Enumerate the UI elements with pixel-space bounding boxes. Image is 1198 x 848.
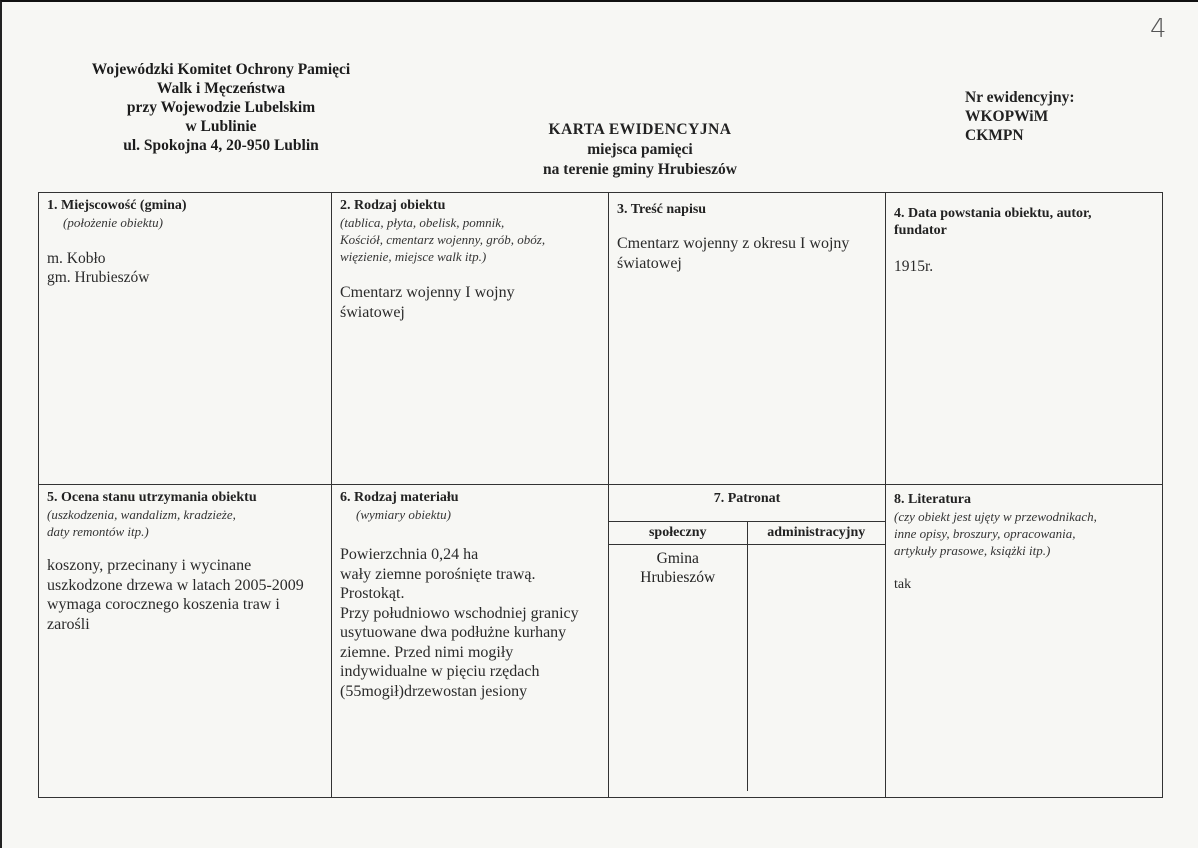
field-hint: (tablica, płyta, obelisk, pomnik,	[340, 215, 505, 230]
patron-social-value	[609, 545, 747, 792]
org-line: przy Wojewodzie Lubelskim	[126, 99, 316, 116]
field-label: 5. Ocena stanu utrzymania obiektu	[47, 490, 257, 505]
value-line: Cmentarz wojenny I wojny	[340, 284, 515, 301]
field-hint: artykuły prasowe, książki itp.)	[894, 543, 1051, 558]
field-location	[39, 193, 332, 485]
org-line: w Lublinie	[185, 118, 257, 135]
field-patronage	[609, 485, 886, 798]
value-line: (55mogił)drzewostan jesiony	[340, 682, 528, 700]
value-line: m. Kobło	[47, 250, 106, 267]
value-line: Powierzchnia 0,24 ha	[340, 546, 479, 563]
registration-line3: CKMPN	[965, 127, 1024, 144]
field-material	[332, 485, 609, 798]
value-line: gm. Hrubieszów	[47, 269, 150, 286]
patron-admin-value	[747, 545, 885, 792]
org-line: Wojewódzki Komitet Ochrony Pamięci	[91, 61, 351, 78]
field-label: 1. Miejscowość (gmina)	[47, 198, 187, 213]
field-label: 4. Data powstania obiektu, autor,	[894, 206, 1092, 221]
field-value	[47, 249, 321, 287]
patron-col-social: społeczny	[609, 522, 747, 545]
registration-line2: WKOPWiM	[965, 108, 1049, 125]
value-line: światowej	[340, 303, 405, 321]
value-line: zarośli	[47, 615, 90, 633]
field-value	[617, 234, 875, 273]
value-line: Przy południowo wschodniej granicy	[340, 604, 579, 622]
field-hint: (położenie obiektu)	[63, 215, 163, 230]
document-title	[500, 120, 780, 180]
field-label: 6. Rodzaj materiału	[340, 490, 459, 505]
field-hint: inne opisy, broszury, opracowania,	[894, 526, 1076, 541]
value-line: wały ziemne porośnięte trawą.	[340, 565, 536, 583]
value-line: koszony, przecinany i wycinane	[47, 557, 252, 574]
field-creation-date	[886, 193, 1163, 485]
registration-number	[965, 88, 1075, 145]
field-hint: (uszkodzenia, wandalizm, kradzieże,	[47, 507, 236, 522]
field-hint: (wymiary obiektu)	[356, 507, 451, 522]
value-line: Hrubieszów	[640, 569, 716, 586]
field-label: 7. Patronat	[713, 491, 781, 506]
registration-label: Nr ewidencyjny:	[965, 89, 1075, 106]
page-number: 4	[1150, 14, 1167, 44]
field-value	[47, 556, 321, 634]
field-value: tak	[894, 577, 912, 592]
field-condition	[39, 485, 332, 798]
patronage-table	[609, 521, 885, 791]
value-line: światowej	[617, 254, 682, 272]
field-object-type	[332, 193, 609, 485]
field-value	[340, 283, 598, 322]
title-line3: na terenie gminy Hrubieszów	[543, 161, 737, 178]
field-label: 8. Literatura	[894, 492, 971, 507]
field-hint: (czy obiekt jest ujęty w przewodnikach,	[894, 509, 1097, 524]
value-line: usytuowane dwa podłużne kurhany	[340, 624, 567, 641]
field-value: 1915r.	[894, 258, 934, 275]
field-literature	[886, 485, 1163, 798]
field-label: fundator	[894, 223, 947, 238]
value-line: Prostokąt.	[340, 585, 405, 602]
field-value	[340, 545, 598, 701]
field-inscription	[609, 193, 886, 485]
value-line: Gmina	[656, 550, 699, 567]
value-line: wymaga corocznego koszenia traw i	[47, 596, 280, 613]
field-hint: Kościół, cmentarz wojenny, grób, obóz,	[340, 232, 546, 247]
organization-header	[56, 60, 386, 155]
field-label: 2. Rodzaj obiektu	[340, 198, 446, 213]
record-card-table	[38, 192, 1163, 798]
title-line2: miejsca pamięci	[587, 141, 693, 158]
org-line: Walk i Męczeństwa	[156, 80, 286, 97]
org-line: ul. Spokojna 4, 20-950 Lublin	[123, 137, 319, 154]
value-line: ziemne. Przed nimi mogiły	[340, 643, 514, 661]
field-hint: daty remontów itp.)	[47, 524, 149, 539]
field-hint: więzienie, miejsce walk itp.)	[340, 249, 487, 264]
value-line: uszkodzone drzewa w latach 2005-2009	[47, 576, 304, 594]
title-main: KARTA EWIDENCYJNA	[548, 121, 732, 138]
value-line: indywidualne w pięciu rzędach	[340, 663, 540, 680]
value-line: Cmentarz wojenny z okresu I wojny	[617, 235, 850, 252]
field-label: 3. Treść napisu	[617, 202, 707, 217]
patron-col-admin: administracyjny	[747, 522, 885, 545]
